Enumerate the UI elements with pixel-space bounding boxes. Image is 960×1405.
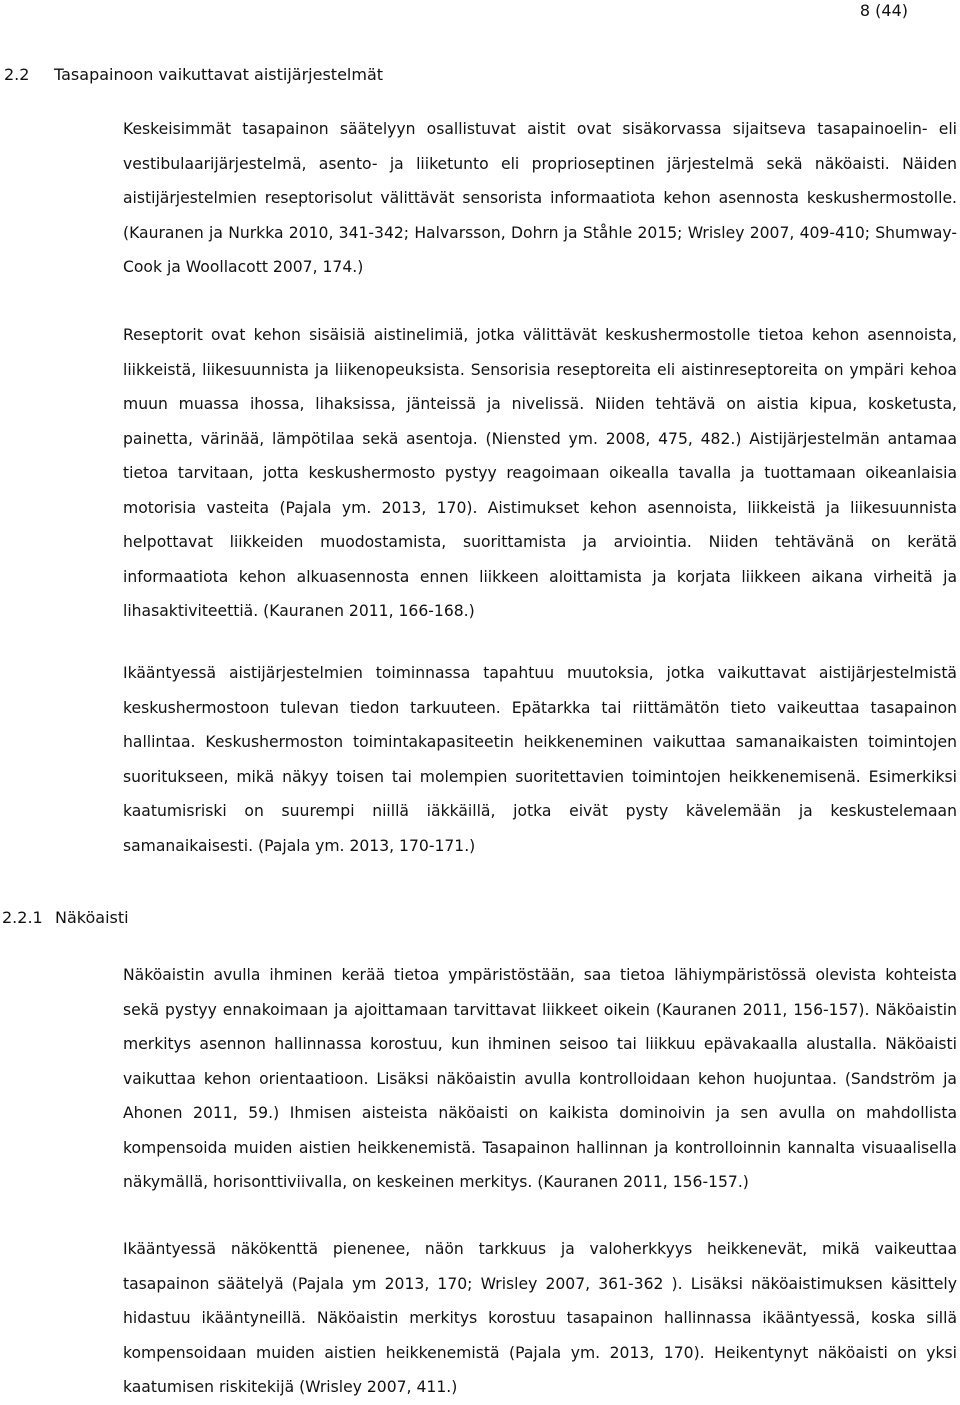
section-heading-2-2-1 <box>2 907 129 929</box>
body-paragraph: Ikääntyessä näkökenttä pienenee, näön tarkkuus ja valoherkkyys heikkenevät, mikä vaikeuttaa tasapainon säätelyä (Pajala ym 2013, 170; Wrisley 2007, 361-362 ). Lisäksi näköaistimuksen käsittely hidastuu ikääntyneillä. Näköaistin merkitys korostuu tasapainon hallinnassa ikääntyessä, koska sillä kompensoidaan muiden aistien heikkenemistä (Pajala ym. 2013, 170). Heikentynyt näköaisti on yksi kaatumisen riskitekijä (Wrisley 2007, 411.) <box>123 1240 957 1396</box>
section-heading-2-2 <box>4 64 383 86</box>
page-number: 8 (44) <box>859 1 908 20</box>
body-paragraph: Näköaistin avulla ihminen kerää tietoa ympäristöstään, saa tietoa lähiympäristössä olevista kohteista sekä pystyy ennakoimaan ja ajoittamaan tarvittavat liikkeet oikein (Kauranen 2011, 156-157). Näköaistin merkitys asennon hallinnassa korostuu, kun ihminen seisoo tai liikkuu epävakaalla alustalla. Näköaisti vaikuttaa kehon orientaatioon. Lisäksi näköaistin avulla kontrolloidaan kehon huojuntaa. (Sandström ja Ahonen 2011, 59.) Ihmisen aisteista näköaisti on kaikista dominoivin ja sen avulla on mahdollista kompensoida muiden aistien heikkenemistä. Tasapainon hallinnan ja kontrolloinnin kannalta visuaalisella näkymällä, horisonttiviivalla, on keskeinen merkitys. (Kauranen 2011, 156-157.) <box>123 966 957 1191</box>
section-title: Tasapainoon vaikuttavat aistijärjestelmät <box>54 65 384 84</box>
body-paragraph: Keskeisimmät tasapainon säätelyyn osallistuvat aistit ovat sisäkorvassa sijaitseva tasapainoelin- eli vestibulaarijärjestelmä, asento- ja liiketunto eli proprioseptinen järjestelmä sekä näköaisti. Näiden aistijärjestelmien reseptorisolut välittävät sensorista informaatiota kehon asennosta keskushermostolle. (Kauranen ja Nurkka 2010, 341-342; Halvarsson, Dohrn ja Ståhle 2015; Wrisley 2007, 409-410; Shumway-Cook ja Woollacott 2007, 174.) <box>123 120 957 276</box>
section-number: 2.2 <box>4 65 30 84</box>
body-paragraph: Reseptorit ovat kehon sisäisiä aistinelimiä, jotka välittävät keskushermostolle tietoa kehon asennoista, liikkeistä, liikesuunnista ja liikenopeuksista. Sensorisia reseptoreita eli aistinreseptoreita on ympäri kehoa muun muassa ihossa, lihaksissa, jänteissä ja nivelissä. Niiden tehtävä on aistia kipua, kosketusta, painetta, värinää, lämpötilaa sekä asentoja. (Niensted ym. 2008, 475, 482.) Aistijärjestelmän antamaa tietoa tarvitaan, jotta keskushermosto pystyy reagoimaan oikealla tavalla ja tuottamaan oikeanlaisia motorisia vasteita (Pajala ym. 2013, 170). Aistimukset kehon asennoista, liikkeistä ja liikesuunnista helpottavat liikkeiden muodostamista, suorittamista ja arviointia. Niiden tehtävänä on kerätä informaatiota kehon alkuasennosta ennen liikkeen aloittamista ja korjata liikkeen aikana virheitä ja lihasaktiviteettiä. (Kauranen 2011, 166-168.) <box>123 326 957 620</box>
section-number: 2.2.1 <box>2 908 43 927</box>
section-title: Näköaisti <box>55 908 129 927</box>
body-paragraph: Ikääntyessä aistijärjestelmien toiminnassa tapahtuu muutoksia, jotka vaikuttavat aistijärjestelmistä keskushermostoon tulevan tiedon tarkuuteen. Epätarkka tai riittämätön tieto vaikeuttaa tasapainon hallintaa. Keskushermoston toimintakapasiteetin heikkeneminen vaikuttaa samanaikaisten toimintojen suoritukseen, mikä näkyy toisen tai molempien suoritettavien toimintojen heikkenemisenä. Esimerkiksi kaatumisriski on suurempi niillä iäkkäillä, jotka eivät pysty kävelemään ja keskustelemaan samanaikaisesti. (Pajala ym. 2013, 170-171.) <box>123 664 957 855</box>
